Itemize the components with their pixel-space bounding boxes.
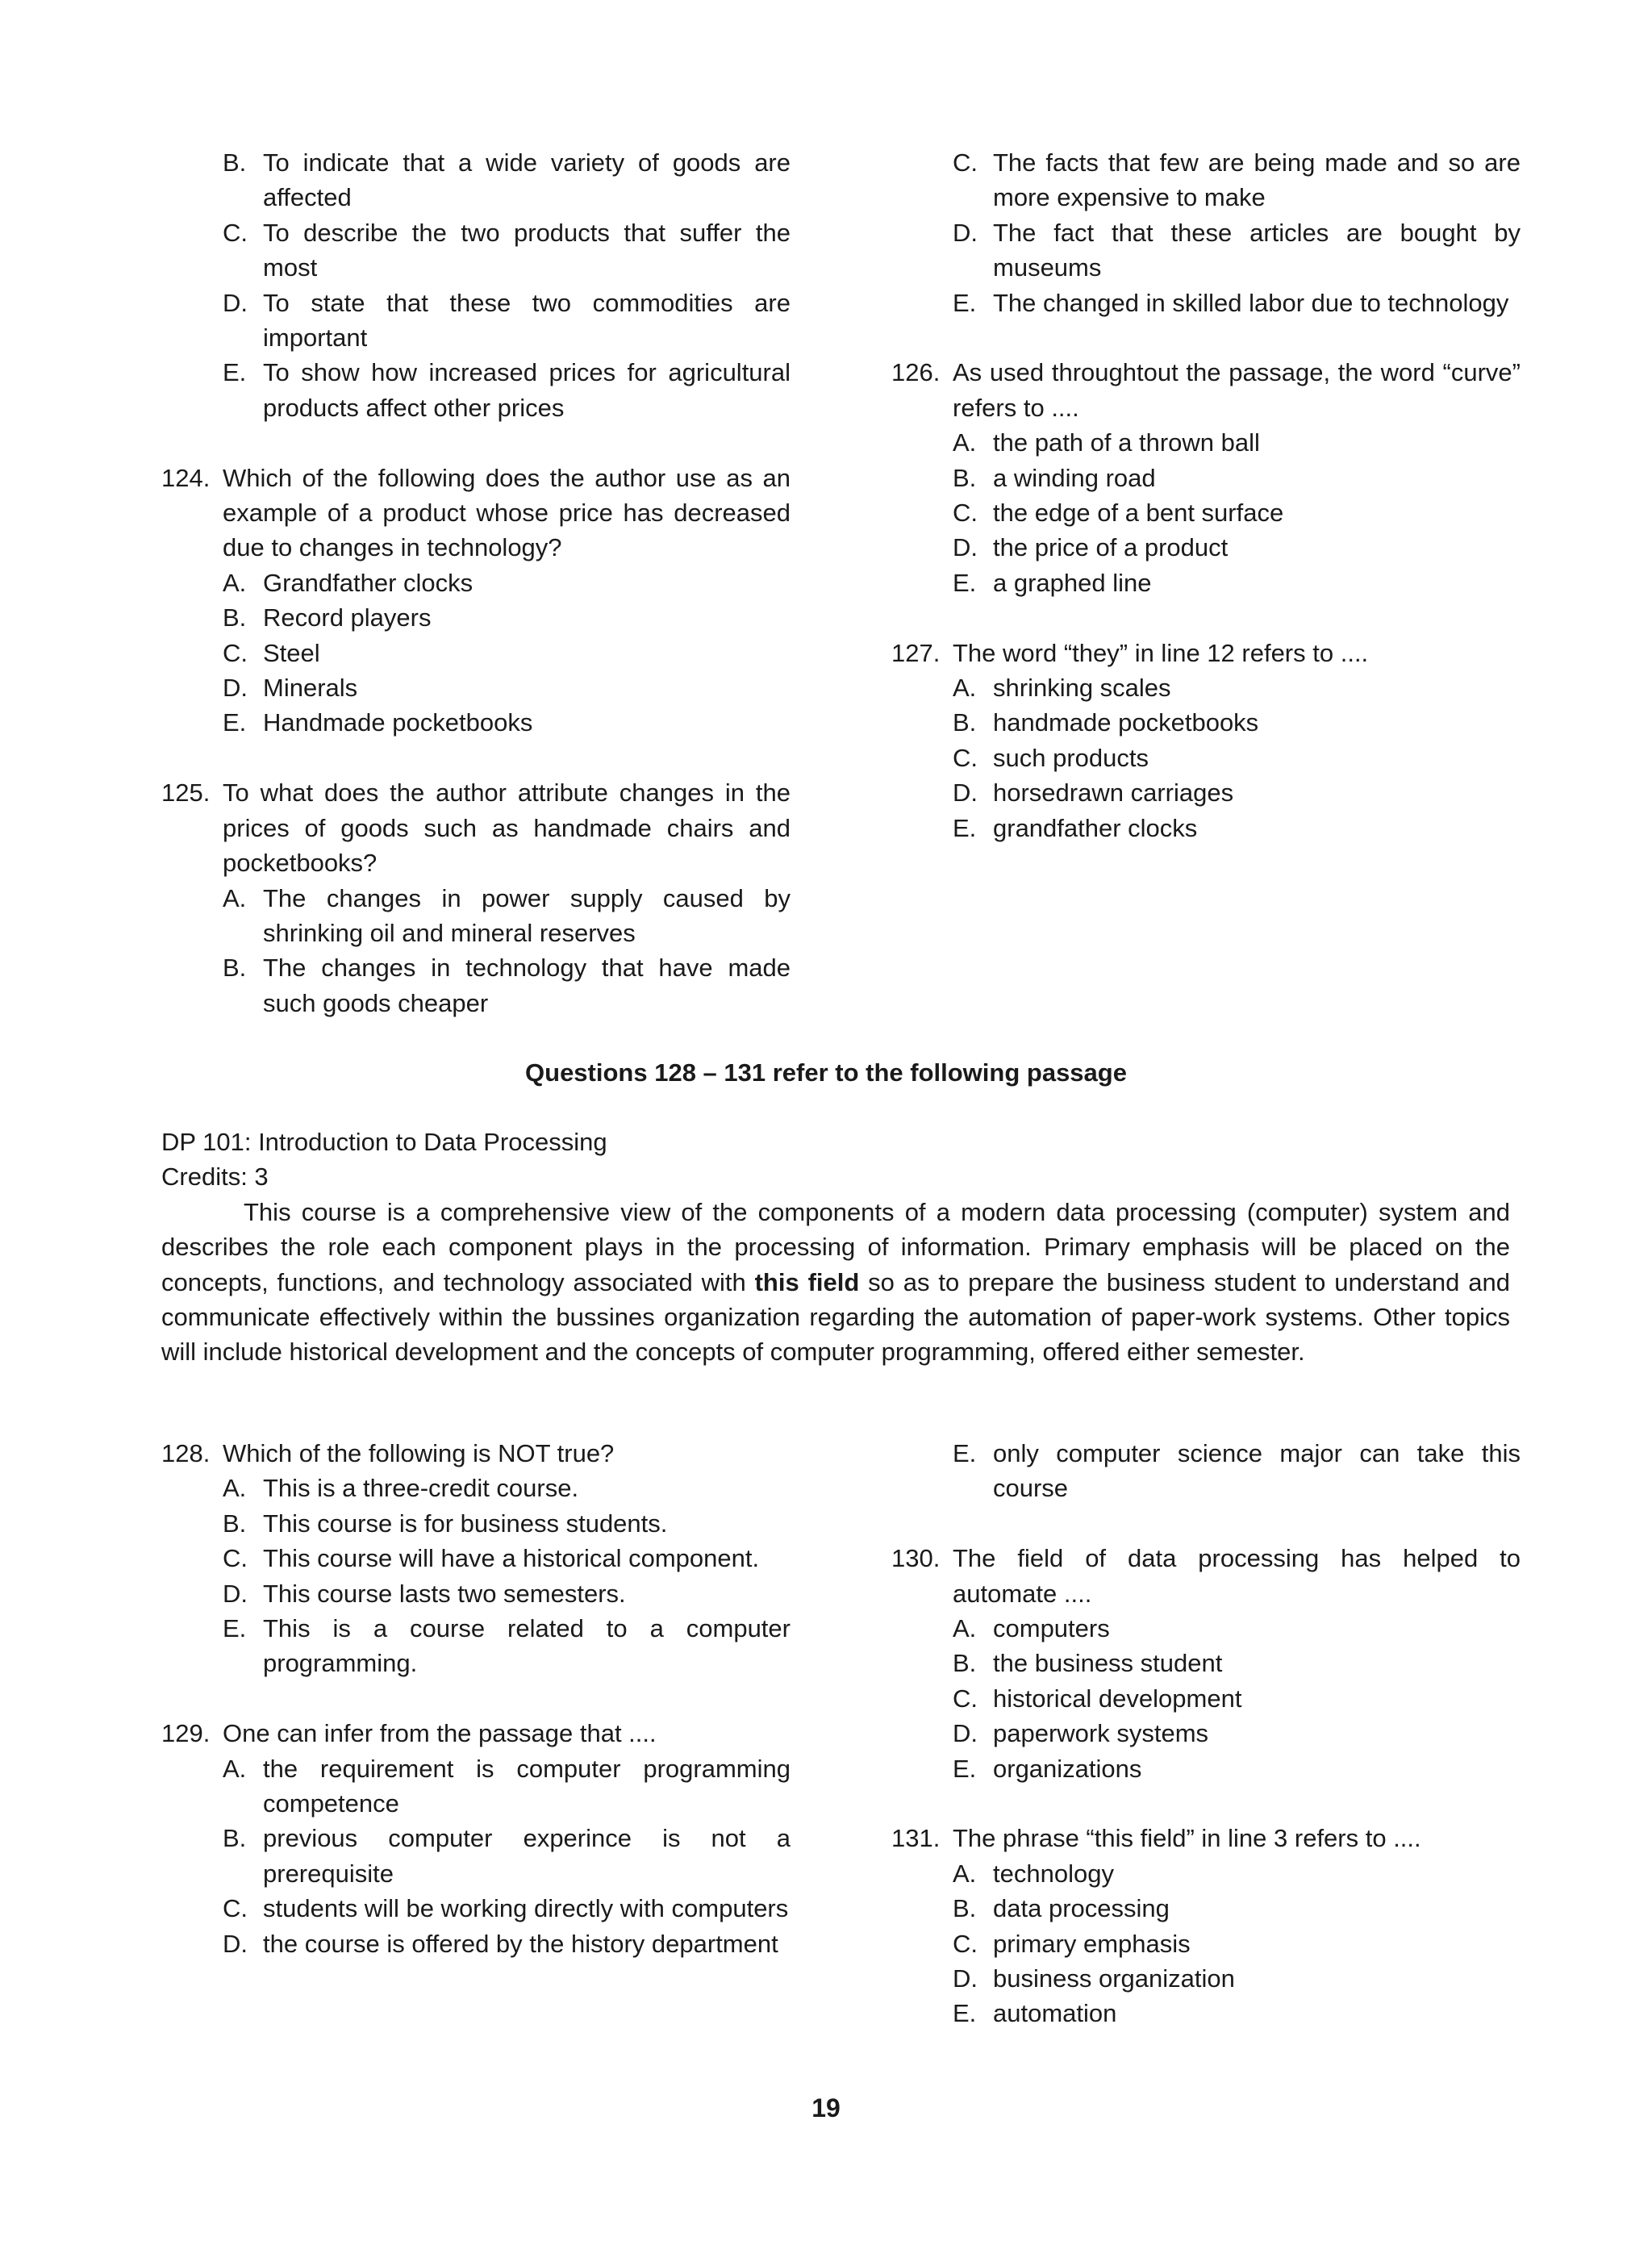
option-letter: A.: [953, 1614, 977, 1643]
option-letter: C.: [953, 148, 978, 177]
option-letter: B.: [953, 1649, 977, 1678]
top-left-column: [161, 145, 791, 1020]
question-number: 124.: [161, 463, 211, 492]
option-text: The changes in power supply caused by shrinking oil and mineral reserves: [263, 883, 791, 947]
q123-option-b: [161, 145, 791, 215]
option-text: the business student: [993, 1649, 1223, 1678]
page-number: 19: [811, 2093, 841, 2122]
option-letter: D.: [953, 218, 978, 247]
q125-option-c: [891, 145, 1521, 215]
option-text: previous computer experince is not a prerequisite: [263, 1824, 791, 1888]
question-text: Which of the following is NOT true?: [223, 1439, 615, 1467]
q128-option-b: [161, 1506, 791, 1541]
option-text: This course lasts two semesters.: [263, 1579, 626, 1608]
option-letter: A.: [223, 1754, 247, 1783]
option-letter: C.: [223, 1894, 248, 1923]
question-text: Which of the following does the author use as an example of a product whose price has decreased due to changes in technology?: [223, 463, 791, 562]
option-text: grandfather clocks: [993, 813, 1198, 842]
q129-option-a: [161, 1751, 791, 1822]
option-letter: E.: [953, 288, 977, 317]
option-text: data processing: [993, 1894, 1170, 1923]
q130-option-a: [891, 1611, 1521, 1646]
question-text: The field of data processing has helped to automate ....: [953, 1544, 1521, 1608]
q131-option-e: [891, 1996, 1521, 2031]
q125-option-e: [891, 286, 1521, 320]
q125-option-b: [161, 950, 791, 1020]
option-text: The changes in technology that have made such goods cheaper: [263, 954, 791, 1017]
question-131: [891, 1821, 1521, 1855]
option-letter: D.: [223, 1579, 248, 1608]
q125-option-a: [161, 881, 791, 951]
question-number: 130.: [891, 1544, 941, 1573]
option-letter: B.: [223, 1824, 247, 1853]
option-text: horsedrawn carriages: [993, 778, 1234, 808]
option-text: Steel: [263, 638, 320, 667]
q124-option-d: [161, 670, 791, 705]
option-text: shrinking scales: [993, 674, 1171, 703]
option-letter: A.: [223, 883, 247, 912]
option-text: Record players: [263, 603, 432, 632]
option-letter: B.: [223, 148, 247, 177]
question-number: 126.: [891, 358, 941, 387]
question-number: 128.: [161, 1439, 211, 1467]
option-text: the path of a thrown ball: [993, 428, 1260, 457]
option-text: handmade pocketbooks: [993, 708, 1259, 737]
q129-option-b: [161, 1821, 791, 1891]
q127-option-d: [891, 775, 1521, 810]
q126-option-a: [891, 425, 1521, 460]
option-letter: D.: [953, 778, 978, 808]
option-letter: D.: [953, 1964, 978, 1993]
option-letter: B.: [953, 708, 977, 737]
q129-option-d: [161, 1926, 791, 1961]
q130-option-b: [891, 1646, 1521, 1680]
question-text: One can infer from the passage that ....: [223, 1719, 657, 1748]
passage-bold-phrase: this field: [754, 1267, 860, 1296]
option-letter: D.: [223, 288, 248, 317]
option-letter: E.: [953, 1999, 977, 2028]
option-letter: B.: [223, 1509, 247, 1538]
question-text: To what does the author attribute changes in the prices of goods such as handmade chairs and pocketbooks?: [223, 778, 791, 878]
question-text: The phrase “this field” in line 3 refers to ....: [953, 1824, 1421, 1853]
q131-option-c: [891, 1926, 1521, 1961]
q130-option-e: [891, 1751, 1521, 1786]
passage: [161, 1125, 1510, 1370]
option-text: Handmade pocketbooks: [263, 708, 533, 737]
top-right-column: [891, 145, 1521, 845]
option-letter: B.: [953, 463, 977, 492]
passage-body-end: so as to prepare the business student to understand and communicate effectively within the bussines organization regarding the automation of paper-work systems. Other topics will include historical development and the concepts of computer programming, offered either semester.: [161, 1267, 1511, 1367]
passage-body-start: This course is a comprehensive view of the components of a modern data processing (computer) system and describes the role each component plays in the processing of information. Primary emphasis will be placed on the concepts, functions, and technology associated with: [161, 1197, 1510, 1296]
option-text: The facts that few are being made and so are more expensive to make: [993, 148, 1521, 212]
option-letter: E.: [953, 813, 977, 842]
q127-option-b: [891, 705, 1521, 740]
option-text: Grandfather clocks: [263, 568, 473, 597]
q124-option-a: [161, 566, 791, 600]
q126-option-e: [891, 566, 1521, 600]
option-text: paperwork systems: [993, 1719, 1209, 1748]
option-text: To state that these two commodities are important: [263, 288, 791, 353]
option-letter: D.: [223, 1929, 248, 1958]
question-126: [891, 355, 1521, 425]
option-text: To describe the two products that suffer the most: [263, 218, 791, 282]
option-text: computers: [993, 1614, 1110, 1643]
option-text: technology: [993, 1859, 1114, 1888]
q128-option-a: [161, 1471, 791, 1505]
option-letter: E.: [223, 1614, 247, 1643]
q124-option-e: [161, 705, 791, 740]
question-129: [161, 1716, 791, 1751]
q123-option-c: [161, 215, 791, 286]
question-number: 127.: [891, 638, 941, 667]
option-text: the requirement is computer programming competence: [263, 1754, 791, 1818]
q130-option-d: [891, 1716, 1521, 1751]
option-letter: C.: [953, 499, 978, 528]
q129-option-e: [891, 1436, 1521, 1506]
q127-option-e: [891, 811, 1521, 845]
question-number: 131.: [891, 1824, 941, 1853]
option-text: automation: [993, 1999, 1117, 2028]
option-letter: E.: [953, 1439, 977, 1467]
option-text: historical development: [993, 1684, 1242, 1713]
question-130: [891, 1541, 1521, 1611]
option-text: primary emphasis: [993, 1929, 1191, 1958]
q131-option-b: [891, 1891, 1521, 1926]
option-text: such products: [993, 743, 1149, 772]
q130-option-c: [891, 1681, 1521, 1716]
option-letter: B.: [223, 954, 247, 983]
option-letter: D.: [953, 533, 978, 562]
option-text: This course will have a historical component.: [263, 1544, 760, 1573]
question-127: [891, 636, 1521, 670]
q128-option-d: [161, 1576, 791, 1611]
q123-option-d: [161, 286, 791, 356]
option-letter: E.: [223, 358, 247, 387]
question-124: [161, 461, 791, 566]
option-text: The fact that these articles are bought by museums: [993, 218, 1521, 282]
q126-option-b: [891, 461, 1521, 495]
q128-option-e: [161, 1611, 791, 1681]
option-letter: A.: [953, 674, 977, 703]
option-text: a winding road: [993, 463, 1156, 492]
option-text: the course is offered by the history department: [263, 1929, 778, 1958]
question-text: As used throughtout the passage, the word “curve” refers to ....: [953, 358, 1521, 422]
option-letter: C.: [223, 218, 248, 247]
option-letter: E.: [223, 708, 247, 737]
option-letter: C.: [223, 1544, 248, 1573]
q129-option-c: [161, 1891, 791, 1926]
option-letter: A.: [223, 568, 247, 597]
option-text: a graphed line: [993, 568, 1152, 597]
q124-option-b: [161, 600, 791, 635]
option-text: To show how increased prices for agricultural products affect other prices: [263, 358, 791, 422]
q128-option-c: [161, 1541, 791, 1576]
option-text: the edge of a bent surface: [993, 499, 1284, 528]
bottom-right-column: [891, 1436, 1521, 2031]
question-128: [161, 1436, 791, 1471]
question-125: [161, 775, 791, 880]
option-letter: D.: [953, 1719, 978, 1748]
option-text: To indicate that a wide variety of goods are affected: [263, 148, 791, 212]
option-text: This is a course related to a computer programming.: [263, 1614, 791, 1678]
q126-option-d: [891, 530, 1521, 565]
q125-option-d: [891, 215, 1521, 286]
option-text: the price of a product: [993, 533, 1229, 562]
q131-option-d: [891, 1961, 1521, 1996]
q126-option-c: [891, 495, 1521, 530]
question-text: The word “they” in line 12 refers to ....: [953, 638, 1369, 667]
question-number: 129.: [161, 1719, 211, 1748]
section-heading: Questions 128 – 131 refer to the following passage: [525, 1058, 1127, 1087]
option-letter: A.: [953, 428, 977, 457]
option-text: business organization: [993, 1964, 1235, 1993]
option-letter: B.: [953, 1894, 977, 1923]
option-letter: C.: [953, 1684, 978, 1713]
bottom-left-column: [161, 1436, 791, 1961]
option-text: only computer science major can take this course: [993, 1439, 1521, 1503]
option-letter: B.: [223, 603, 247, 632]
q124-option-c: [161, 636, 791, 670]
q123-option-e: [161, 355, 791, 425]
option-text: The changed in skilled labor due to technology: [993, 288, 1509, 317]
q127-option-c: [891, 741, 1521, 775]
course-credits: Credits: 3: [161, 1162, 269, 1192]
option-text: students will be working directly with computers: [263, 1894, 789, 1923]
passage-body: [161, 1195, 1510, 1370]
course-title: DP 101: Introduction to Data Processing: [161, 1128, 607, 1156]
q131-option-a: [891, 1856, 1521, 1891]
option-letter: C.: [953, 743, 978, 772]
option-text: This is a three-credit course.: [263, 1474, 579, 1503]
option-letter: A.: [223, 1474, 247, 1503]
option-text: This course is for business students.: [263, 1509, 668, 1538]
option-letter: A.: [953, 1859, 977, 1888]
option-letter: C.: [223, 638, 248, 667]
option-text: Minerals: [263, 674, 358, 703]
option-letter: D.: [223, 674, 248, 703]
option-letter: E.: [953, 568, 977, 597]
q127-option-a: [891, 670, 1521, 705]
option-text: organizations: [993, 1754, 1142, 1783]
question-number: 125.: [161, 778, 211, 808]
option-letter: E.: [953, 1754, 977, 1783]
option-letter: C.: [953, 1929, 978, 1958]
